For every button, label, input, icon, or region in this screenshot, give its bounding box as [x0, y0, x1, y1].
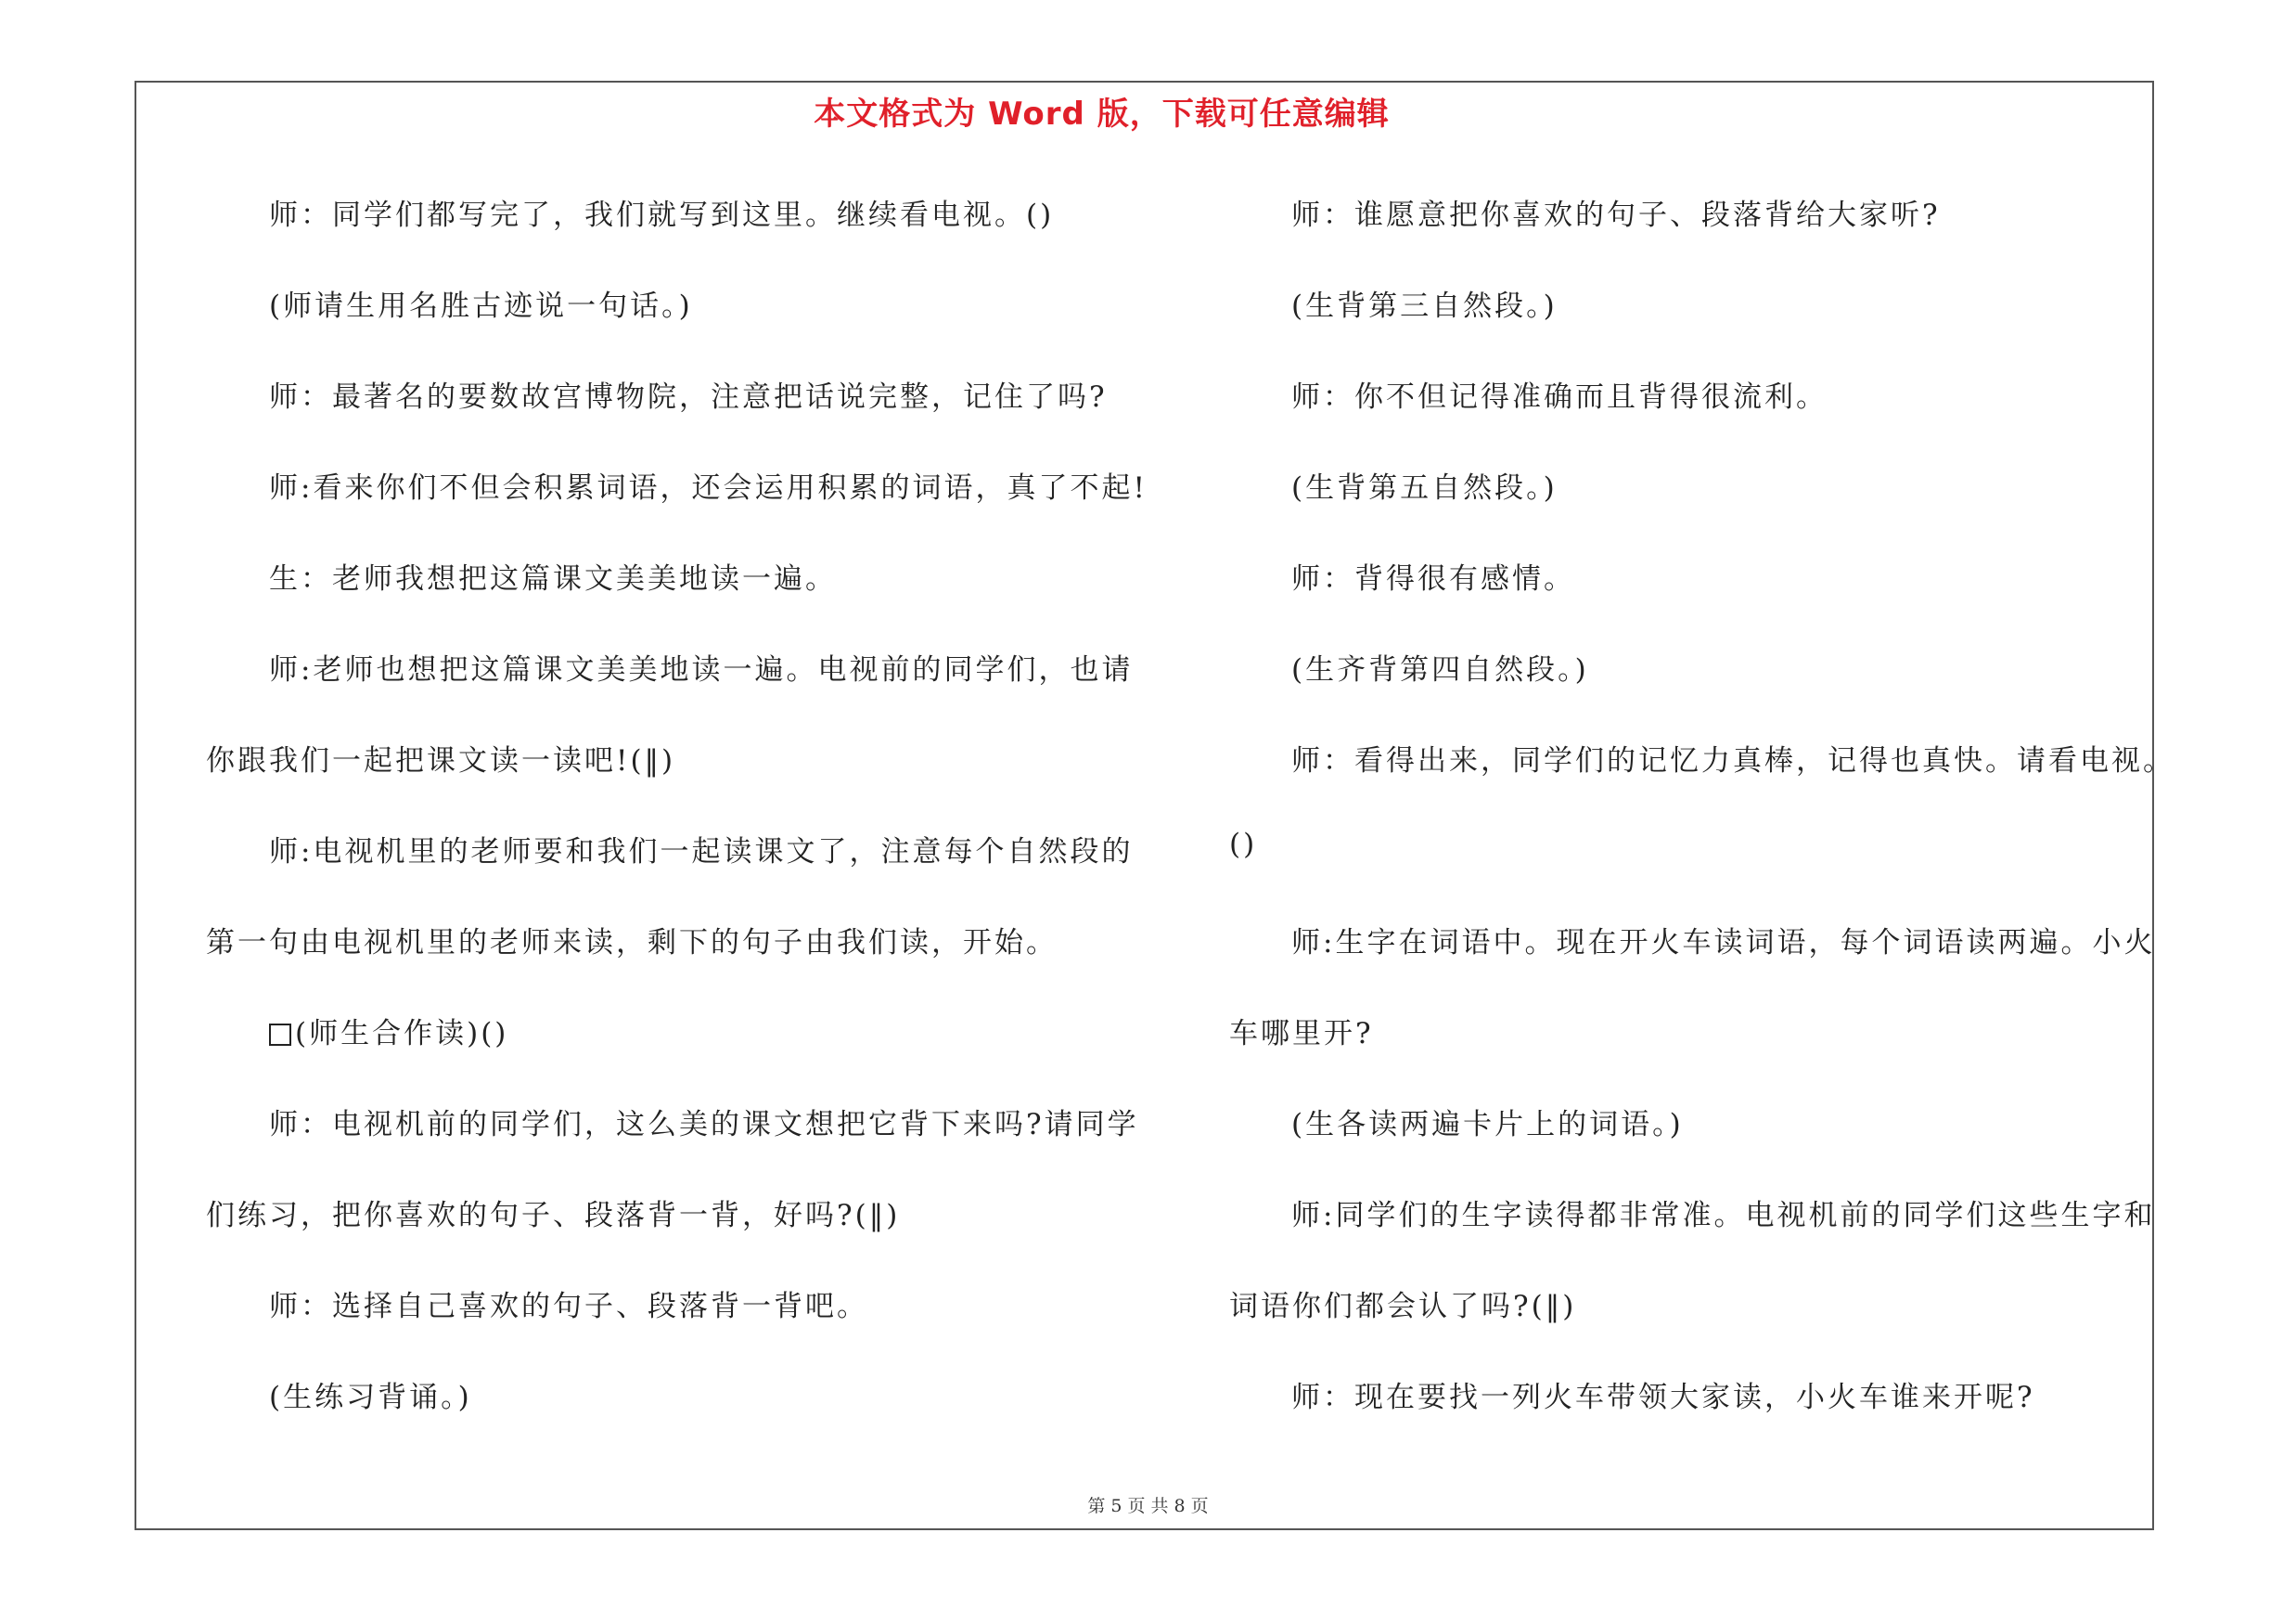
left-line-5: 生：老师我想把这篇课文美美地读一遍。 [269, 562, 837, 596]
left-line-10 [269, 1010, 508, 1051]
left-line-11: 师：电视机前的同学们，这么美的课文想把它背下来吗?请同学 [269, 1108, 1139, 1141]
left-line-1: 师：同学们都写完了，我们就写到这里。继续看电视。() [269, 199, 1055, 232]
left-line-2: (师请生用名胜古迹说一句话。) [269, 290, 693, 323]
left-line-7: 你跟我们一起把课文读一读吧!(‖) [206, 744, 676, 778]
left-line-9: 第一句由电视机里的老师来读，剩下的句子由我们读，开始。 [206, 926, 1058, 960]
checkbox-icon [269, 1024, 291, 1046]
left-line-8: 师:电视机里的老师要和我们一起读课文了，注意每个自然段的 [269, 835, 1134, 869]
right-line-3: 师：你不但记得准确而且背得很流利。 [1291, 380, 1828, 414]
left-line-10-text: (师生合作读)() [295, 1017, 509, 1050]
right-line-5: 师：背得很有感情。 [1291, 562, 1575, 596]
right-line-7: 师：看得出来，同学们的记忆力真棒，记得也真快。请看电视。 [1291, 744, 2174, 778]
left-line-4: 师:看来你们不但会积累词语，还会运用积累的词语，真了不起! [269, 471, 1148, 505]
right-line-13: 词语你们都会认了吗?(‖) [1229, 1290, 1577, 1323]
left-line-3: 师：最著名的要数故宫博物院，注意把话说完整，记住了吗? [269, 380, 1108, 414]
right-line-6: (生齐背第四自然段。) [1291, 653, 1589, 687]
left-line-14: (生练习背诵。) [269, 1381, 472, 1414]
right-line-4: (生背第五自然段。) [1291, 471, 1558, 505]
right-line-1: 师：谁愿意把你喜欢的句子、段落背给大家听? [1291, 199, 1941, 232]
right-line-14: 师：现在要找一列火车带领大家读，小火车谁来开呢? [1291, 1381, 2035, 1414]
page-number-footer: 第 5 页 共 8 页 [1087, 1496, 1209, 1516]
right-line-12: 师:同学们的生字读得都非常准。电视机前的同学们这些生字和 [1291, 1199, 2156, 1232]
right-line-2: (生背第三自然段。) [1291, 290, 1558, 323]
left-line-13: 师：选择自己喜欢的句子、段落背一背吧。 [269, 1290, 868, 1323]
right-line-10: 车哪里开? [1229, 1017, 1374, 1050]
right-line-11: (生各读两遍卡片上的词语。) [1291, 1108, 1684, 1141]
right-line-9: 师:生字在词语中。现在开火车读词语，每个词语读两遍。小火 [1291, 926, 2156, 960]
document-header: 本文格式为 Word 版，下载可任意编辑 [814, 96, 1390, 133]
left-line-6: 师:老师也想把这篇课文美美地读一遍。电视前的同学们，也请 [269, 653, 1134, 687]
left-line-12: 们练习，把你喜欢的句子、段落背一背，好吗?(‖) [206, 1199, 901, 1232]
right-line-8: () [1229, 828, 1258, 861]
